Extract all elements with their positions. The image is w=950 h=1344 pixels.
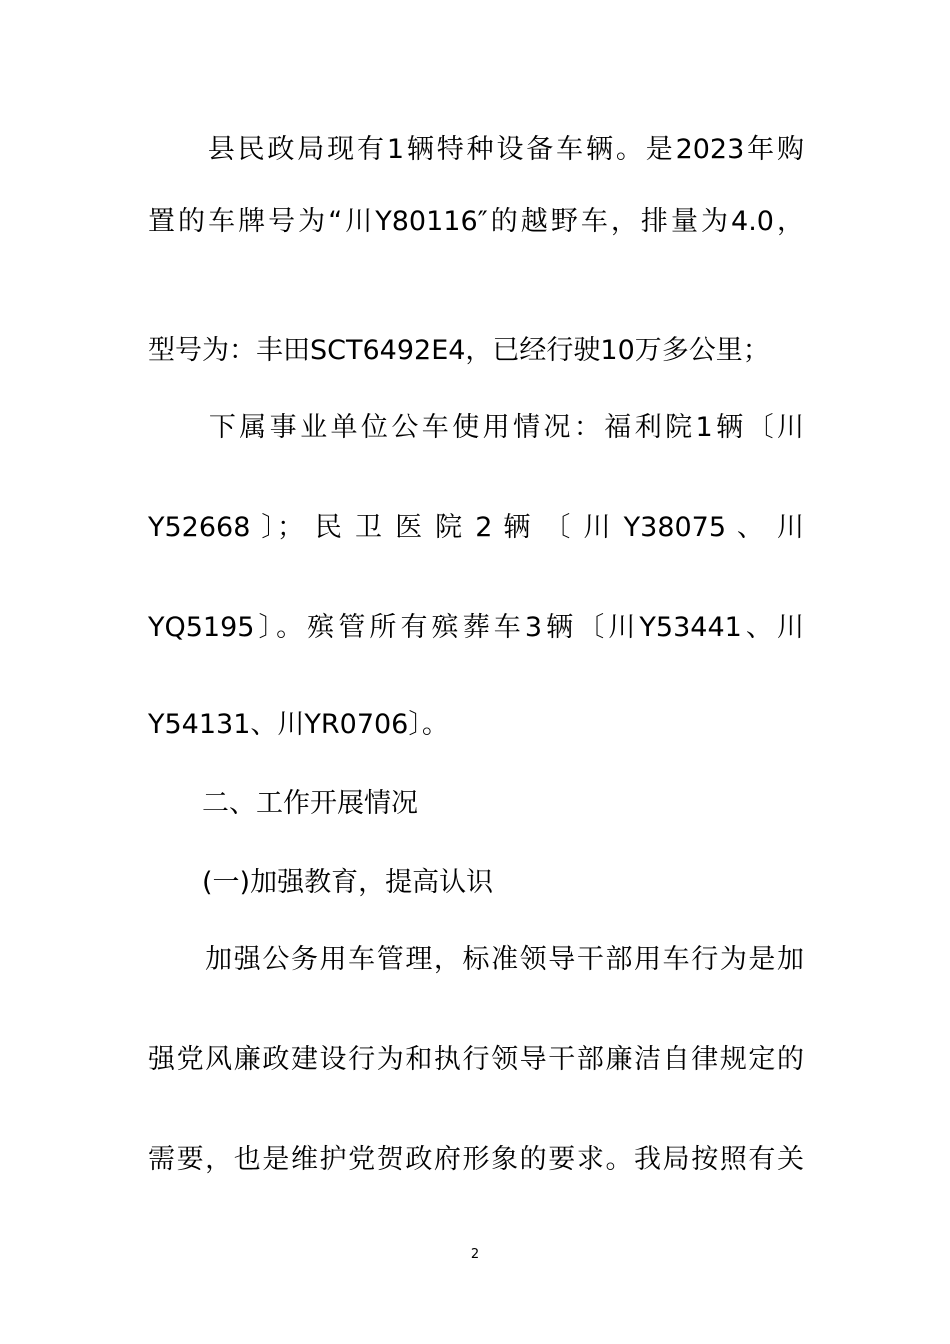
text-line: 加强公务用车管理，标准领导干部用车行为是加 (148, 944, 804, 975)
text-line: 置的车牌号为“川Y80116″的越野车，排量为4.0， (148, 206, 804, 237)
text-line: Y52668 〕； 民 卫 医 院 2 辆 〔 川 Y38075 、 川 (148, 512, 804, 543)
text-line: Y54131、川YR0706〕。 (148, 709, 449, 740)
text-line: 型号为：丰田SCT6492E4，已经行驶10万多公里； (148, 335, 770, 366)
text-line: 下属事业单位公车使用情况：福利院1辆〔川 (148, 412, 804, 443)
text-line: 需要，也是维护党贺政府形象的要求。我局按照有关 (148, 1144, 804, 1175)
text-line: 县民政局现有1辆特种设备车辆。是2023年购 (148, 134, 804, 165)
page-number: 2 (470, 1247, 480, 1262)
subsection-heading: (一)加强教育，提高认识 (148, 867, 494, 898)
section-heading: 二、工作开展情况 (148, 788, 418, 819)
text-line: 强党风廉政建设行为和执行领导干部廉洁自律规定的 (148, 1044, 804, 1075)
text-line: YQ5195〕。殡管所有殡葬车3辆〔川Y53441、川 (148, 612, 804, 643)
